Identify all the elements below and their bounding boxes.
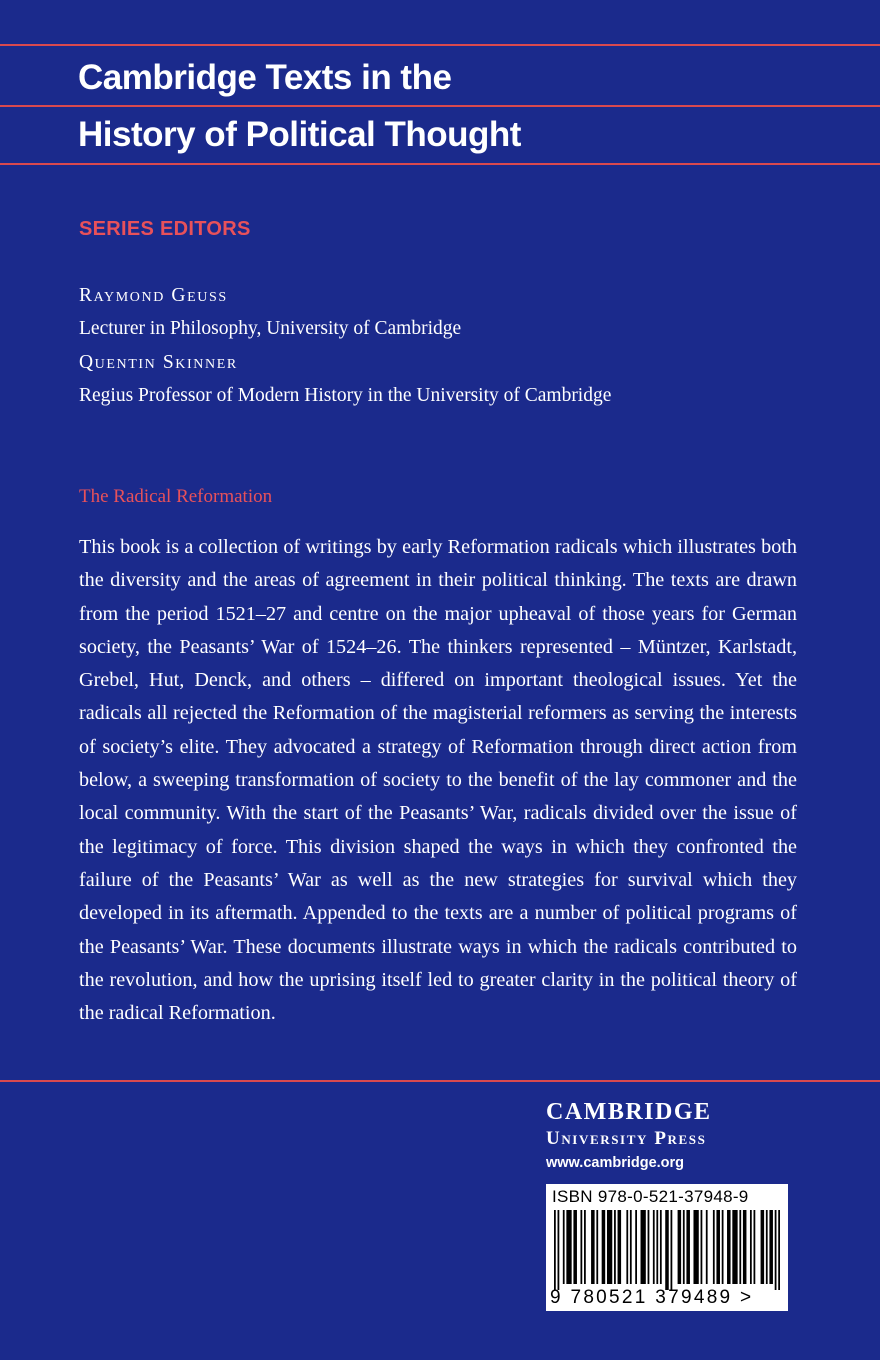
editor-role: Lecturer in Philosophy, University of Cambridge <box>79 318 462 339</box>
series-title-line-2: History of Political Thought <box>78 115 521 154</box>
top-rule <box>0 44 880 46</box>
publisher-block <box>546 1092 791 1172</box>
book-title: The Radical Reformation <box>79 486 273 507</box>
editor-name: Raymond Geuss <box>79 285 228 306</box>
middle-rule <box>0 105 880 107</box>
publisher-logo <box>546 1092 791 1126</box>
footer-rule <box>0 1080 880 1082</box>
barcode-digits: 9 780521 379489 > <box>550 1287 754 1308</box>
isbn-barcode <box>546 1184 788 1311</box>
publisher-name: cambridge <box>546 1090 712 1127</box>
series-title-line-1: Cambridge Texts in the <box>78 58 452 97</box>
isbn-label: ISBN 978-0-521-37948-9 <box>552 1187 749 1206</box>
editor-role: Regius Professor of Modern History in the University of Cambridge <box>79 385 612 406</box>
title-bottom-rule <box>0 163 880 165</box>
publisher-press <box>546 1128 791 1150</box>
barcode-bars-icon <box>554 1210 780 1290</box>
publisher-press-label: University Press <box>546 1128 707 1149</box>
publisher-url: www.cambridge.org <box>546 1155 685 1171</box>
book-description: This book is a collection of writings by early Reformation radicals which illustrates both the diversity and the areas of agreement in their political thinking. The texts are drawn from the period 1521–27 and centre on the major upheaval of those years for German society, the Peasants’ War of 1524–26. The thinkers represented – Müntzer, Karlstadt, Grebel, Hut, Denck, and others – differed on important theological issues. Yet the radicals all rejected the Reformation of the magisterial reformers as serving the interests of society’s elite. They advocated a strategy of Reformation through direct action from below, a sweeping transformation of society to the benefit of the lay commoner and the local community. With the start of the Peasants’ War, radicals divided over the issue of the legitimacy of force. This division shaped the ways in which they confronted the failure of the Peasants’ War as well as the new strategies for survival which they developed in its aftermath. Appended to the texts are a number of political programs of the Peasants’ War. These documents illustrate ways in which the radicals contributed to the revolution, and how the uprising itself led to greater clarity in the political theory of the radical Reformation. <box>79 536 797 1025</box>
editor-name: Quentin Skinner <box>79 352 238 373</box>
series-editors-heading: SERIES EDITORS <box>79 218 251 240</box>
